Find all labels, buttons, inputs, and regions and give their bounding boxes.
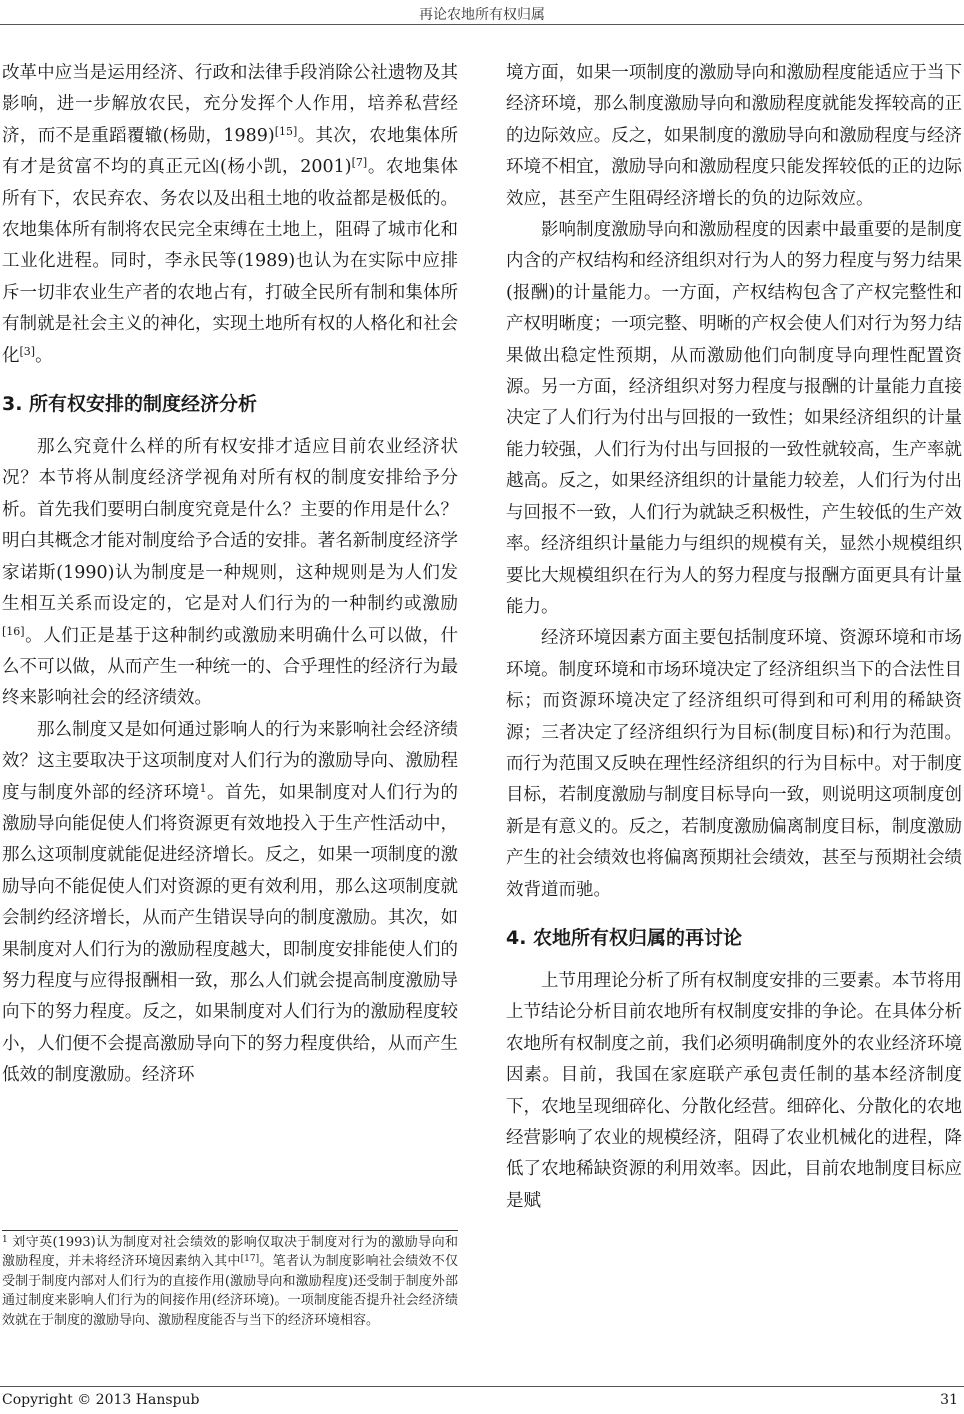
footnote-number: 1 (2, 1235, 8, 1245)
paragraph-incentive-factors: 影响制度激励导向和激励程度的因素中最重要的是制度内含的产权结构和经济组织对行为人的努力程度与努力结果(报酬)的计量能力。一方面，产权结构包含了产权完整性和产权明晰度；一项完整、明晰的产权会使人们对行为努力结果做出稳定性预期，从而激励他们向制度导向理性配置资源。另一方面，经济组织对努力程度与报酬的计量能力直接决定了人们行为付出与回报的一致性；如果经济组织的计量能力较强，人们行为付出与回报的一致性就较高，生产率就越高。反之，如果经济组织的计量能力较差，人们行为付出与回报不一致，人们行为就缺乏积极性，产生较低的生产效率。经济组织计量能力与组织的规模有关，显然小规模组织要比大规模组织在行为人的努力程度与报酬方面更具有计量能力。 (506, 220, 962, 617)
citation: [16] (2, 624, 25, 638)
header-rule (0, 24, 964, 25)
paragraph-text: 。其次，农地集体所有才是贫富不均的真正元凶(杨小凯，2001) (2, 125, 458, 178)
footnote-text: 刘守英(1993)认为制度对社会绩效的影响仅取决于制度对行为的激励导向和激励程度，并未将经济环境因素纳入其中 (2, 1235, 458, 1270)
paragraph-economic-environment: 境方面，如果一项制度的激励导向和激励程度能适应于当下经济环境，那么制度激励导向和激励程度就能发挥较高的正的边际效应。反之，如果制度的激励导向和激励程度与经济环境不相宜，激励导向和激励程度只能发挥较低的正的边际效应，甚至产生阻碍经济增长的负的边际效应。 (506, 63, 962, 209)
paragraph-text: 。 (35, 345, 53, 366)
paragraph-text: 。人们正是基于这种制约或激励来明确什么可以做，什么不可以做，从而产生一种统一的、合乎理性的经济行为最终来影响社会的经济绩效。 (2, 625, 458, 709)
footnote-text: 。笔者认为制度影响社会绩效不仅受制于制度内部对人们行为的直接作用(激励导向和激励程度)还受制于制度外部通过制度来影响人们行为的间接作用(经济环境)。一项制度能否提升社会经济绩效就在于制度的激励导向、激励程度能否与当下的经济环境相容。 (2, 1254, 458, 1328)
paragraph-intro (2, 58, 458, 372)
citation: [3] (19, 344, 36, 358)
paragraph-farmland-discussion: 上节用理论分析了所有权制度安排的三要素。本节将用上节结论分析目前农地所有权制度安排的争论。在具体分析农地所有权制度之前，我们必须明确制度外的农业经济环境因素。目前，我国在家庭联产承包责任制的基本经济制度下，农地呈现细碎化、分散化经营。细碎化、分散化的农地经营影响了农业的规模经济，阻碍了农业机械化的进程，降低了农地稀缺资源的利用效率。因此，目前农地制度目标应是赋 (506, 970, 962, 1211)
citation: [17] (240, 1254, 260, 1265)
footnote-rule (2, 1230, 458, 1231)
running-title: 再论农地所有权归属 (419, 7, 545, 23)
footer-rule (0, 1386, 964, 1387)
paragraph-environment-factors: 经济环境因素方面主要包括制度环境、资源环境和市场环境。制度环境和市场环境决定了经济组织当下的合法性目标；而资源环境决定了经济组织可得到和可利用的稀缺资源；三者决定了经济组织行为目标(制度目标)和行为范围。而行为范围又反映在理性经济组织的行为目标中。对于制度目标，若制度激励与制度目标导向一致，则说明这项制度创新是有意义的。反之，若制度激励偏离制度目标，制度激励产生的社会绩效也将偏离预期社会绩效，甚至与预期社会绩效背道而驰。 (506, 628, 962, 900)
paragraph-text: 改革中应当是运用经济、行政和法律手段消除公社遗物及其影响，进一步解放农民，充分发挥个人作用，培养私营经济，而不是重蹈覆辙(杨勋，1989) (2, 63, 458, 146)
paragraph-text: 。农地集体所有下，农民弃农、务农以及出租土地的收益都是极低的。农地集体所有制将农民完全束缚在土地上，阻碍了城市化和工业化进程。同时，李永民等(1989)也认为在实际中应排斥一切非农业生产者的农地占有，打破全民所有制和集体所有制就是社会主义的神化，实现土地所有权的人格化和社会化 (2, 157, 458, 366)
citation: [7] (351, 156, 368, 170)
footnote (2, 1233, 458, 1330)
section-heading-3: 3. 所有权安排的制度经济分析 (2, 393, 258, 416)
paragraph-institution-effects (2, 715, 458, 1092)
copyright-notice: Copyright © 2013 Hanspub (2, 1392, 200, 1408)
paragraph-text: 那么制度又是如何通过影响人的行为来影响社会经济绩效？这主要取决于这项制度对人们行为的激励导向、激励程度与制度外部的经济环境 (2, 719, 458, 803)
paragraph-text: 那么究竟什么样的所有权安排才适应目前农业经济状况？本节将从制度经济学视角对所有权的制度安排给予分析。首先我们要明白制度究竟是什么？主要的作用是什么？明白其概念才能对制度给予合适的安排。著名新制度经济学家诺斯(1990)认为制度是一种规则，这种规则是为人们发生相互关系而设定的，它是对人们行为的一种制约或激励 (2, 437, 458, 615)
paragraph-institution-definition (2, 432, 458, 715)
right-column (506, 58, 962, 1217)
left-column (2, 58, 458, 1092)
section-heading-4: 4. 农地所有权归属的再讨论 (506, 926, 743, 949)
citation: [15] (274, 124, 298, 138)
footnote-marker[interactable]: 1 (199, 781, 207, 795)
page-number: 31 (940, 1392, 958, 1408)
paragraph-text: 。首先，如果制度对人们行为的激励导向能促使人们将资源更有效地投入于生产性活动中，那么这项制度就能促进经济增长。反之，如果一项制度的激励导向不能促使人们对资源的更有效利用，那么这项制度就会制约经济增长，从而产生错误导向的制度激励。其次，如果制度对人们行为的激励程度越大，即制度安排能使人们的努力程度与应得报酬相一致，那么人们就会提高制度激励导向下的努力程度。反之，如果制度对人们行为的激励程度较小，人们便不会提高激励导向下的努力程度供给，从而产生低效的制度激励。经济环 (2, 782, 459, 1086)
